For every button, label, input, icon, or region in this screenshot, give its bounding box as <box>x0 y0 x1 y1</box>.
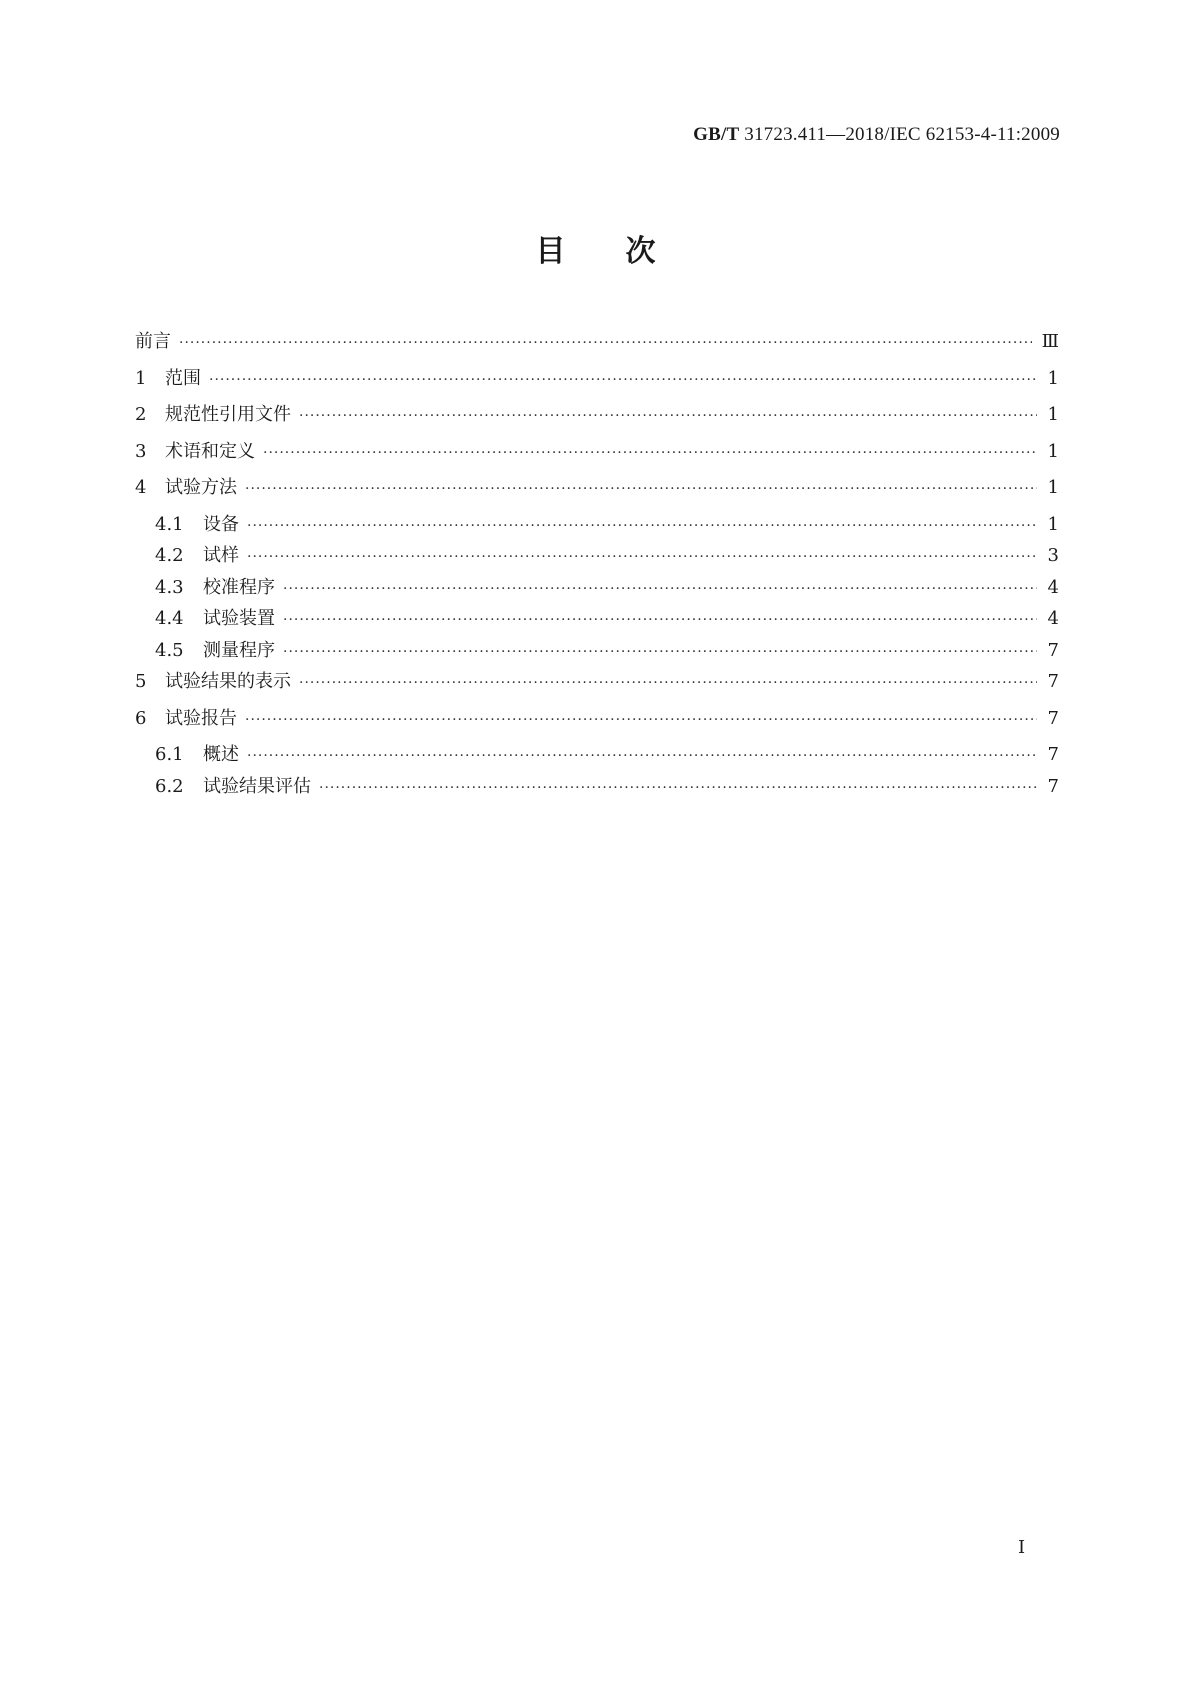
toc-entry-page: 7 <box>1047 775 1059 797</box>
toc-entry-test-setup[interactable] <box>135 604 1059 636</box>
toc-leader-dots <box>209 372 1037 388</box>
toc-entry-evaluation-of-results[interactable] <box>135 772 1059 804</box>
toc-entry-page: 1 <box>1047 513 1059 535</box>
toc-entry-label: 测量程序 <box>203 639 275 661</box>
toc-entry-equipment[interactable] <box>135 510 1059 542</box>
toc-leader-dots <box>283 644 1037 660</box>
toc-entry-label: 试样 <box>203 545 239 566</box>
toc-entry-label: 校准程序 <box>203 576 275 598</box>
toc-entry-label: 前言 <box>135 331 171 352</box>
toc-entry-foreword[interactable] <box>135 327 1059 364</box>
toc-entry-number: 2 <box>135 404 147 425</box>
standard-code-prefix: GB/T <box>693 124 740 145</box>
toc-entry-page: 1 <box>1047 404 1059 425</box>
toc-entry-number: 4.4 <box>155 608 184 629</box>
toc-entry-label: 范围 <box>165 367 201 389</box>
toc-entry-number: 4.5 <box>155 639 184 661</box>
toc-entry-page: 7 <box>1047 639 1059 661</box>
toc-entry-page: 1 <box>1047 367 1059 389</box>
toc-entry-label: 试验结果评估 <box>203 775 311 797</box>
toc-entry-label: 试验装置 <box>203 608 275 629</box>
toc-entry-number: 6.2 <box>155 775 184 797</box>
toc-leader-dots <box>245 712 1037 728</box>
toc-entry-terms-definitions[interactable] <box>135 437 1059 474</box>
toc-entry-number: 1 <box>135 367 147 389</box>
toc-entry-page: 7 <box>1047 744 1059 765</box>
toc-entry-page: Ⅲ <box>1041 331 1059 352</box>
toc-leader-dots <box>247 518 1037 534</box>
toc-leader-dots <box>179 335 1032 351</box>
toc-entry-page: 1 <box>1047 440 1059 462</box>
toc-entry-label: 试验结果的表示 <box>165 671 291 692</box>
toc-leader-dots <box>263 445 1037 461</box>
toc-entry-page: 4 <box>1047 608 1059 629</box>
toc-entry-test-method[interactable] <box>135 473 1059 510</box>
toc-entry-specimen[interactable] <box>135 541 1059 573</box>
toc-entry-number: 4.1 <box>155 513 184 535</box>
toc-entry-page: 4 <box>1047 576 1059 598</box>
toc-entry-page: 1 <box>1047 477 1059 498</box>
toc-entry-expression-of-results[interactable] <box>135 667 1059 704</box>
toc-leader-dots <box>247 748 1037 764</box>
toc-leader-dots <box>245 481 1037 497</box>
toc-entry-page: 3 <box>1047 545 1059 566</box>
toc-entry-label: 试验报告 <box>165 707 237 729</box>
toc-entry-label: 规范性引用文件 <box>165 404 291 425</box>
table-of-contents <box>135 327 1059 803</box>
toc-leader-dots <box>283 581 1037 597</box>
toc-leader-dots <box>319 780 1037 796</box>
toc-leader-dots <box>247 549 1037 565</box>
toc-entry-general[interactable] <box>135 740 1059 772</box>
toc-entry-label: 设备 <box>203 513 239 535</box>
toc-entry-number: 4.3 <box>155 576 184 598</box>
toc-leader-dots <box>299 675 1037 691</box>
toc-entry-label: 概述 <box>203 744 239 765</box>
toc-entry-number: 4.2 <box>155 545 184 566</box>
toc-entry-measurement-procedure[interactable] <box>135 636 1059 668</box>
toc-entry-page: 7 <box>1047 707 1059 729</box>
toc-entry-number: 3 <box>135 440 147 462</box>
standard-code-number: 31723.411—2018/IEC 62153-4-11:2009 <box>739 124 1060 145</box>
page-number: I <box>1018 1537 1026 1558</box>
toc-leader-dots <box>299 408 1037 424</box>
toc-entry-page: 7 <box>1047 671 1059 692</box>
toc-leader-dots <box>283 612 1037 628</box>
toc-entry-scope[interactable] <box>135 364 1059 401</box>
toc-entry-number: 6 <box>135 707 147 729</box>
standard-code <box>693 124 1060 146</box>
toc-entry-test-report[interactable] <box>135 704 1059 741</box>
toc-entry-number: 5 <box>135 671 147 692</box>
toc-entry-normative-references[interactable] <box>135 400 1059 437</box>
toc-entry-number: 6.1 <box>155 744 184 765</box>
page-title: 目次 <box>535 234 716 269</box>
toc-entry-number: 4 <box>135 477 147 498</box>
toc-entry-calibration-procedure[interactable] <box>135 573 1059 605</box>
toc-entry-label: 术语和定义 <box>165 440 255 462</box>
toc-entry-label: 试验方法 <box>165 477 237 498</box>
